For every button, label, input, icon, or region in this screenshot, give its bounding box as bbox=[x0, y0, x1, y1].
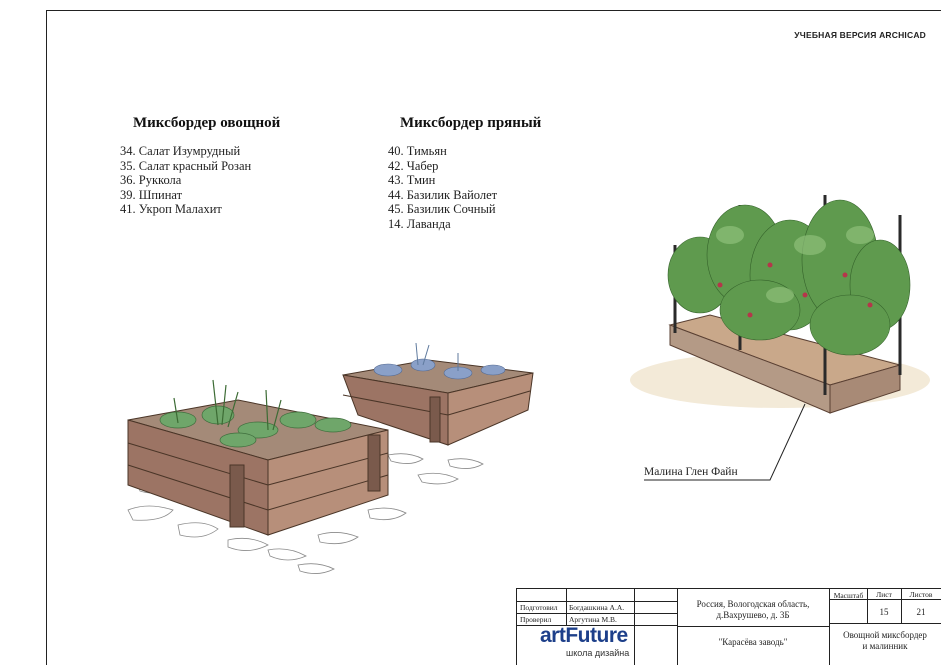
veg-plant-list bbox=[120, 144, 280, 217]
checked-label: Проверил bbox=[520, 615, 552, 624]
raised-beds-illustration bbox=[118, 335, 548, 585]
plant-item: 36. Руккола bbox=[120, 173, 182, 187]
project-name: "Карасёва заводь" bbox=[718, 637, 788, 647]
sheets-total: 21 bbox=[916, 607, 926, 617]
checked-name: Аргутина М.В. bbox=[569, 615, 617, 624]
plant-item: 41. Укроп Малахит bbox=[120, 202, 222, 216]
archicad-watermark: УЧЕБНАЯ ВЕРСИЯ ARCHICAD bbox=[794, 30, 926, 40]
spicy-mixborder-title: Миксбордер пряный bbox=[400, 115, 542, 131]
plant-item: 44. Базилик Вайолет bbox=[388, 187, 498, 202]
plant-item: 42. Чабер bbox=[388, 158, 439, 173]
veg-mixborder-section bbox=[120, 115, 280, 217]
logo-wordmark: artFuture bbox=[540, 624, 628, 647]
plant-item: 43. Тмин bbox=[388, 173, 436, 187]
plant-item: 14. Лаванда bbox=[388, 216, 451, 231]
raspberry-illustration bbox=[630, 165, 930, 425]
spicy-mixborder-section bbox=[388, 115, 541, 231]
sheet-number: 15 bbox=[879, 607, 889, 617]
sheet-title-line2: и малинник bbox=[862, 641, 908, 651]
plant-item: 35. Салат красный Розан bbox=[120, 158, 252, 173]
plant-item: 40. Тимьян bbox=[388, 144, 447, 158]
scale-label: Масштаб bbox=[833, 591, 864, 600]
plant-item: 45. Базилик Сочный bbox=[388, 202, 496, 216]
plant-item: 39. Шпинат bbox=[120, 187, 183, 202]
sheet-label: Лист bbox=[876, 590, 892, 599]
logo-subtitle: школа дизайна bbox=[566, 648, 630, 658]
spicy-plant-list bbox=[388, 144, 541, 231]
prepared-name: Богдашкина А.А. bbox=[569, 603, 625, 612]
plant-item: 34. Салат Изумрудный bbox=[120, 144, 241, 158]
address-line1: Россия, Вологодская область, bbox=[696, 599, 810, 609]
sheet-title-line1: Овощной миксбордер bbox=[843, 630, 927, 640]
veg-mixborder-title: Миксбордер овощной bbox=[133, 115, 281, 131]
sheets-label: Листов bbox=[909, 590, 933, 599]
address-line2: д.Вахрушево, д. 3Б bbox=[716, 610, 790, 620]
artfuture-logo bbox=[540, 624, 630, 658]
prepared-label: Подготовил bbox=[520, 603, 558, 612]
raspberry-callout-label: Малина Глен Файн bbox=[644, 466, 738, 478]
